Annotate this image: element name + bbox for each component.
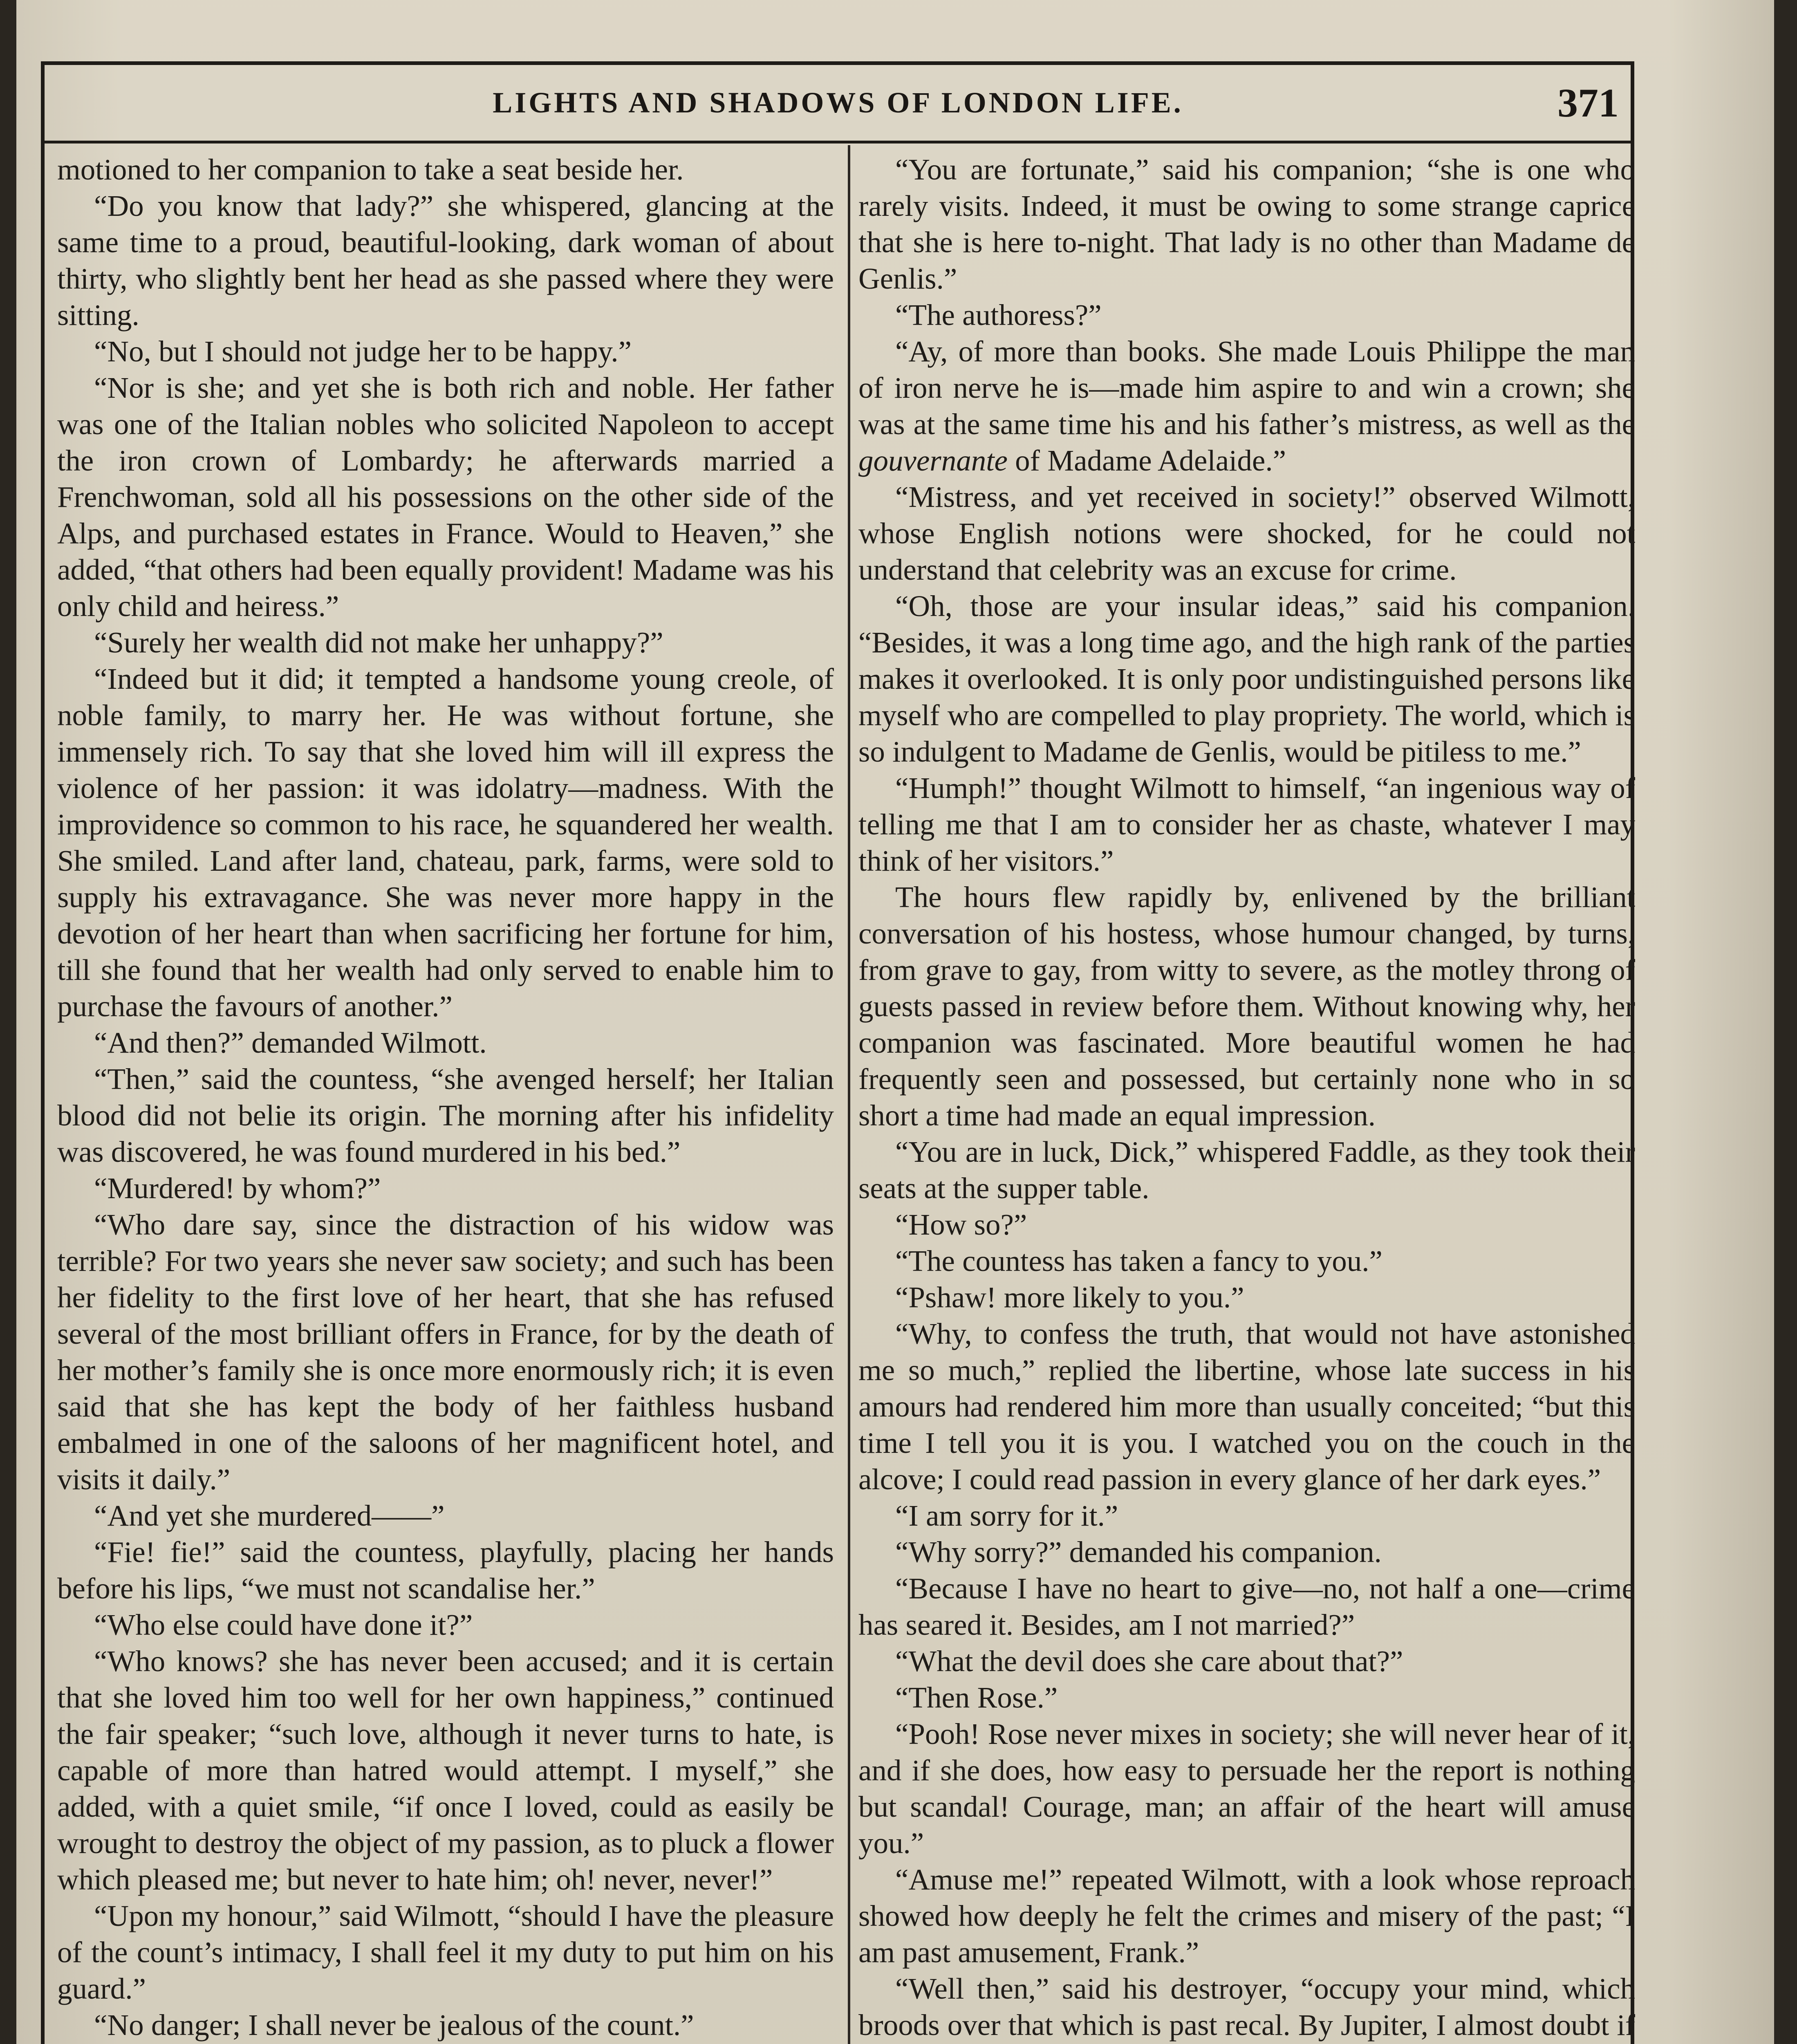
- paragraph: “Indeed but it did; it tempted a handsome young creole, of noble family, to marry her. He was without fortune, she immensely rich. To say that she loved him will ill express the violence of her passion: it was idolatry—madness. With the improvidence so common to his race, he squandered her wealth. She smiled. Land after land, chateau, park, farms, were sold to supply his extravagance. She was never more happy in the devotion of her heart than when sacrificing her fortune for him, till she found that her wealth had only served to enable him to purchase the favours of another.”: [57, 662, 834, 1023]
- paragraph: “Surely her wealth did not make her unhappy?”: [94, 626, 663, 659]
- paragraph: “Amuse me!” repeated Wilmott, with a look whose reproach showed how deeply he felt the crimes and misery of the past; “I am past amusement, Frank.”: [858, 1863, 1635, 1969]
- paragraph: “You are in luck, Dick,” whispered Faddle, as they took their seats at the supper table.: [858, 1135, 1635, 1205]
- paragraph: “Who else could have done it?”: [94, 1608, 473, 1641]
- paragraph-with-italic: [858, 333, 1635, 479]
- paragraph: “Murdered! by whom?”: [94, 1172, 381, 1205]
- paragraph: “Fie! fie!” said the countess, playfully, placing her hands before his lips, “we must not scandalise her.”: [57, 1535, 834, 1605]
- running-title: LIGHTS AND SHADOWS OF LONDON LIFE.: [493, 86, 1183, 119]
- paragraph: “Why, to confess the truth, that would not have astonished me so much,” replied the libertine, whose late success in his amours had rendered him more than usually conceited; “but this time I tell you it is you. I watched you on the couch in the alcove; I could read passion in every glance of her dark eyes.”: [858, 1317, 1635, 1496]
- paragraph: “What the devil does she care about that?”: [895, 1645, 1403, 1678]
- paragraph: “Then Rose.”: [895, 1681, 1058, 1714]
- paragraph: “Then,” said the countess, “she avenged herself; her Italian blood did not belie its origin. The morning after his infidelity was discovered, he was found murdered in his bed.”: [57, 1062, 834, 1168]
- paragraph-text: of Madame Adelaide.”: [1015, 444, 1286, 477]
- right-column: [858, 151, 1635, 2044]
- paragraph: “And yet she murdered——”: [94, 1499, 445, 1532]
- paragraph: “I am sorry for it.”: [895, 1499, 1118, 1532]
- paragraph: “Pshaw! more likely to you.”: [895, 1281, 1244, 1314]
- paragraph: “Who knows? she has never been accused; and it is certain that she loved him too well for her own happiness,” continued the fair speaker; “such love, although it never turns to hate, is capable of more than hatred would attempt. I myself,” she added, with a quiet smile, “if once I loved, could as easily be wrought to destroy the object of my passion, as to pluck a flower which pleased me; but never to hate him; oh! never, never!”: [57, 1645, 834, 1896]
- paragraph: “Pooh! Rose never mixes in society; she will never hear of it, and if she does, how easy to persuade her the report is nothing but scandal! Courage, man; an affair of the heart will amuse you.”: [858, 1717, 1635, 1860]
- running-header: [41, 74, 1635, 135]
- paragraph: motioned to her companion to take a seat beside her.: [57, 153, 684, 186]
- paragraph: “Nor is she; and yet she is both rich and noble. Her father was one of the Italian nobles who solicited Napoleon to accept the iron crown of Lombardy; he afterwards married a Frenchwoman, sold all his possessions on the other side of the Alps, and purchased estates in France. Would to Heaven,” she added, “that others had been equally provident! Madame was his only child and heiress.”: [57, 371, 834, 623]
- left-column: [57, 151, 834, 2044]
- paragraph: “No danger; I shall never be jealous of the count.”: [94, 2008, 694, 2042]
- page-number: 371: [1557, 80, 1619, 126]
- paragraph: “How so?”: [895, 1208, 1027, 1241]
- header-rule: [41, 141, 1634, 143]
- paragraph: “And then?” demanded Wilmott.: [94, 1026, 487, 1059]
- paragraph: “Mistress, and yet received in society!” observed Wilmott, whose English notions were shocked, for he could not understand that celebrity was an excuse for crime.: [858, 480, 1635, 586]
- paragraph: “Because I have no heart to give—no, not half a one—crime has seared it. Besides, am I not married?”: [858, 1572, 1635, 1641]
- paragraph: “Upon my honour,” said Wilmott, “should I have the pleasure of the count’s intimacy, I shall feel it my duty to put him on his guard.”: [57, 1899, 834, 2005]
- paragraph: “Why sorry?” demanded his companion.: [895, 1535, 1382, 1569]
- column-divider: [848, 145, 850, 2044]
- paragraph: “Who dare say, since the distraction of his widow was terrible? For two years she never saw society; and such has been her fidelity to the first love of her heart, that she has refused several of the most brilliant offers in France, for by the death of her mother’s family she is once more enormously rich; it is even said that she has kept the body of her faithless husband embalmed in one of the saloons of her magnificent hotel, and visits it daily.”: [57, 1208, 834, 1496]
- paragraph-text: “Ay, of more than books. She made Louis Philippe the man of iron nerve he is—made him aspire to and win a crown; she was at the same time his and his father’s mistress, as well as the: [858, 335, 1635, 441]
- paragraph: “The authoress?”: [895, 298, 1102, 332]
- paragraph: “The countess has taken a fancy to you.”: [895, 1244, 1382, 1278]
- paragraph: “Oh, those are your insular ideas,” said his companion. “Besides, it was a long time ago, and the high rank of the parties makes it overlooked. It is only poor undistinguished persons like myself who are compelled to play propriety. The world, which is so indulgent to Madame de Genlis, would be pitiless to me.”: [858, 589, 1635, 768]
- paragraph: “No, but I should not judge her to be happy.”: [94, 335, 632, 368]
- paragraph: “Humph!” thought Wilmott to himself, “an ingenious way of telling me that I am to consider her as chaste, whatever I may think of her visitors.”: [858, 771, 1635, 877]
- magazine-page: [16, 0, 1774, 2044]
- paragraph: “You are fortunate,” said his companion; “she is one who rarely visits. Indeed, it must be owing to some strange caprice that she is here to-night. That lady is no other than Madame de Genlis.”: [858, 153, 1635, 295]
- paragraph: “Do you know that lady?” she whispered, glancing at the same time to a proud, beautiful-looking, dark woman of about thirty, who slightly bent her head as she passed where they were sitting.: [57, 189, 834, 332]
- paragraph: “Well then,” said his destroyer, “occupy your mind, which broods over that which is past recal. By Jupiter, I almost doubt if: [858, 1972, 1635, 2042]
- paragraph: The hours flew rapidly by, enlivened by the brilliant conversation of his hostess, whose humour changed, by turns, from grave to gay, from witty to severe, as the motley throng of guests passed in review before them. Without knowing why, her companion was fascinated. More beautiful women he had frequently seen and possessed, but certainly none who in so short a time had made an equal impression.: [858, 881, 1635, 1132]
- italic-word: gouvernante: [858, 444, 1008, 477]
